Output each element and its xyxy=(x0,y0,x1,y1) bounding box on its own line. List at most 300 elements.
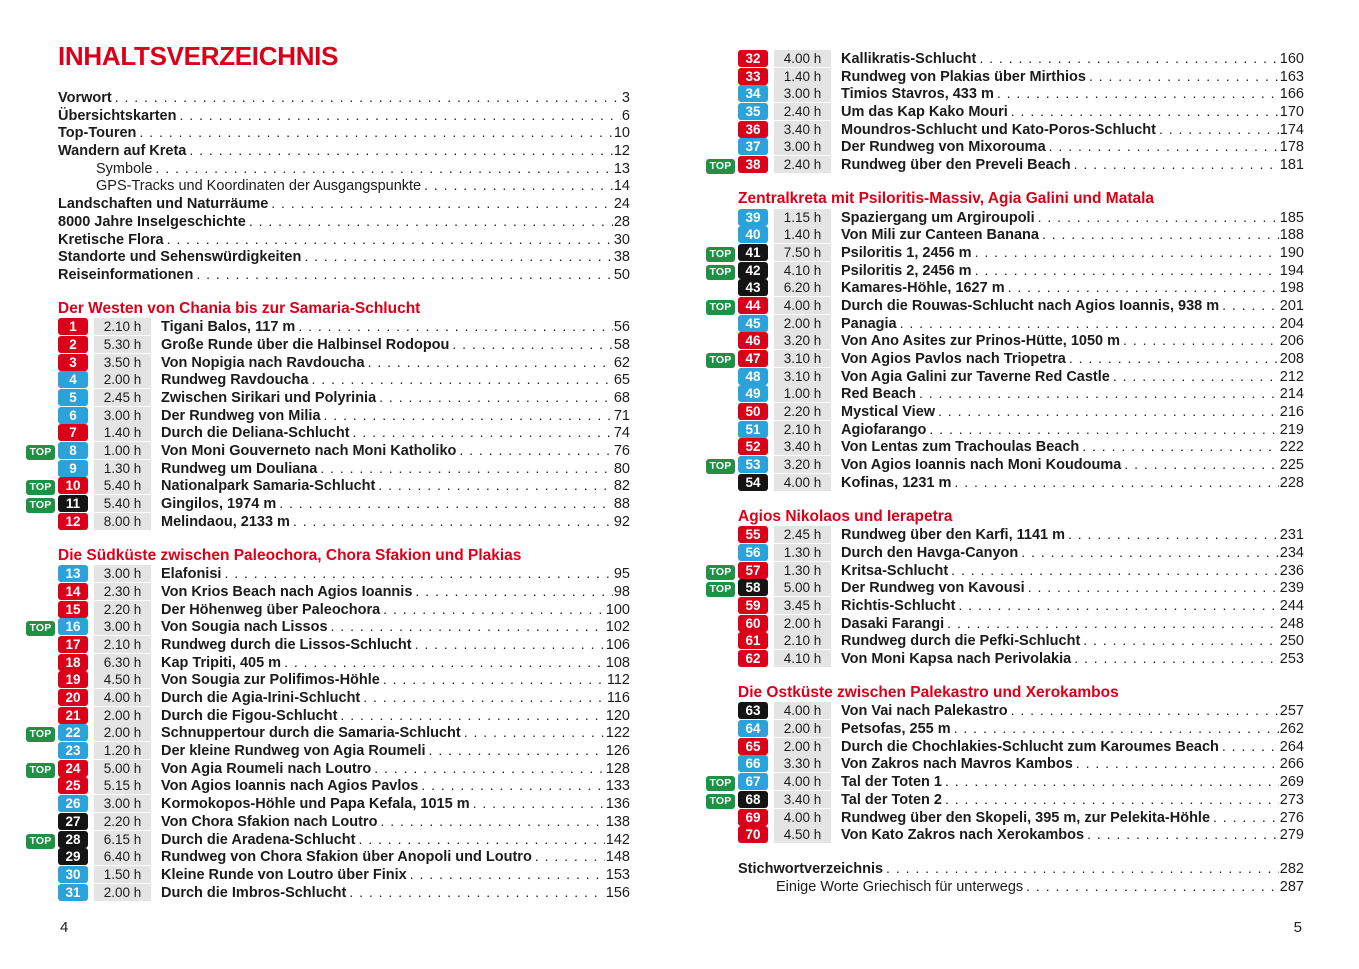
leader-dots xyxy=(249,213,613,231)
tour-duration: 7.50 h xyxy=(774,244,831,261)
leader-dots xyxy=(189,142,612,160)
tour-duration: 3.40 h xyxy=(774,438,831,455)
tour-title: Kallikratis-Schlucht xyxy=(841,51,977,67)
front-matter-entry xyxy=(58,107,630,125)
leader-dots xyxy=(1083,632,1279,650)
tour-duration: 2.00 h xyxy=(774,615,831,632)
tour-duration: 2.00 h xyxy=(94,707,151,724)
target-page-number: 102 xyxy=(605,619,630,636)
tour-title: Kofinas, 1231 m xyxy=(841,474,952,491)
leader-dots xyxy=(167,231,613,249)
top-badge: TOP xyxy=(706,565,735,580)
tour-title: Tal der Toten 2 xyxy=(841,791,942,808)
top-badge: TOP xyxy=(26,834,55,849)
tour-duration: 3.00 h xyxy=(94,407,151,424)
target-page-number: 231 xyxy=(1279,527,1304,544)
tour-title: Petsofas, 255 m xyxy=(841,721,951,738)
tour-title: Von Ano Asites zur Prinos-Hütte, 1050 m xyxy=(841,333,1121,350)
tour-duration: 2.00 h xyxy=(94,884,151,901)
leader-dots xyxy=(1124,456,1278,474)
tour-title: Red Beach xyxy=(841,386,916,403)
toc-entry xyxy=(26,424,630,442)
toc-entry xyxy=(26,831,630,849)
tour-number-badge: 63 xyxy=(738,702,768,719)
entry-label: GPS-Tracks und Koordinaten der Ausgangspunkte xyxy=(96,178,422,195)
leader-dots xyxy=(304,248,613,266)
entry-label: Top-Touren xyxy=(58,125,137,142)
target-page-number: 212 xyxy=(1279,368,1304,385)
tour-title: Kamares-Höhle, 1627 m xyxy=(841,280,1005,297)
tour-number-badge: 44 xyxy=(738,297,768,314)
top-slot xyxy=(706,457,738,474)
toc-entry xyxy=(706,526,1304,544)
tour-number-badge: 21 xyxy=(58,707,88,724)
target-page-number: 62 xyxy=(613,354,630,371)
leader-dots xyxy=(945,773,1279,791)
leader-dots xyxy=(324,407,613,425)
leader-dots xyxy=(320,460,613,478)
tour-number-badge: 7 xyxy=(58,424,88,441)
toc-entry xyxy=(26,389,630,407)
tour-number-badge: 42 xyxy=(738,262,768,279)
toc-entry xyxy=(706,262,1304,280)
toc-entry xyxy=(706,138,1304,156)
tour-duration: 3.40 h xyxy=(774,791,831,808)
top-slot xyxy=(706,580,738,597)
tour-duration: 2.40 h xyxy=(774,103,831,120)
tour-number-badge: 45 xyxy=(738,315,768,332)
tour-duration: 4.00 h xyxy=(774,702,831,719)
tour-title: Der Höhenweg über Paleochora xyxy=(161,601,381,618)
tour-number-badge: 50 xyxy=(738,403,768,420)
target-page-number: 148 xyxy=(605,849,630,866)
tour-number-badge: 47 xyxy=(738,350,768,367)
toc-entry xyxy=(706,438,1304,456)
leader-dots xyxy=(1159,121,1279,139)
tour-number-badge: 35 xyxy=(738,103,768,120)
section-title: Die Südküste zwischen Paleochora, Chora Sfakion und Plakias xyxy=(58,546,522,564)
tour-duration: 3.45 h xyxy=(774,597,831,614)
leader-dots xyxy=(1123,332,1279,350)
tour-title: Von Zakros nach Mavros Kambos xyxy=(841,756,1073,773)
toc-entry xyxy=(706,121,1304,139)
toc-entry xyxy=(706,650,1304,668)
target-page-number: 219 xyxy=(1279,421,1304,438)
tour-title: Timios Stavros, 433 m xyxy=(841,86,994,103)
target-page-number: 166 xyxy=(1279,86,1304,103)
tour-number-badge: 34 xyxy=(738,85,768,102)
leader-dots xyxy=(311,371,612,389)
tour-title: Von Moni Kapsa nach Perivolakia xyxy=(841,651,1072,668)
toc-section xyxy=(706,684,1304,844)
top-slot xyxy=(706,263,738,280)
tour-duration: 2.20 h xyxy=(94,601,151,618)
section-title: Der Westen von Chania bis zur Samaria-Schlucht xyxy=(58,299,421,317)
right-sections xyxy=(706,50,1304,844)
toc-entry xyxy=(26,618,630,636)
tour-number-badge: 6 xyxy=(58,407,88,424)
tour-title: Der kleine Rundweg von Agia Roumeli xyxy=(161,743,426,760)
tour-duration: 1.20 h xyxy=(94,742,151,759)
tour-number-badge: 26 xyxy=(58,795,88,812)
tour-number-badge: 61 xyxy=(738,632,768,649)
tour-title: Panagia xyxy=(841,315,897,332)
tour-duration: 2.10 h xyxy=(774,421,831,438)
tour-duration: 1.30 h xyxy=(774,562,831,579)
tour-number-badge: 18 xyxy=(58,654,88,671)
tour-duration: 4.10 h xyxy=(774,650,831,667)
top-badge: TOP xyxy=(706,459,735,474)
front-matter-entry xyxy=(58,89,630,107)
tour-title: Richtis-Schlucht xyxy=(841,597,956,614)
toc-entry xyxy=(706,385,1304,403)
target-page-number: 6 xyxy=(621,107,630,124)
entry-label: Landschaften und Naturräume xyxy=(58,196,269,213)
page-title: INHALTSVERZEICHNIS xyxy=(58,41,339,71)
tour-number-badge: 54 xyxy=(738,474,768,491)
target-page-number: 112 xyxy=(606,672,630,689)
tour-title: Rundweg durch die Lissos-Schlucht xyxy=(161,636,412,653)
tour-duration: 3.20 h xyxy=(774,332,831,349)
target-page-number: 38 xyxy=(613,249,630,266)
tour-duration: 1.40 h xyxy=(94,424,151,441)
tour-number-badge: 30 xyxy=(58,866,88,883)
leader-dots xyxy=(155,160,612,178)
tour-duration: 3.00 h xyxy=(94,618,151,635)
leader-dots xyxy=(1042,226,1279,244)
tour-title: Von Agia Galini zur Taverne Red Castle xyxy=(841,368,1110,385)
tour-title: Durch die Deliana-Schlucht xyxy=(161,425,350,442)
back-matter-list xyxy=(706,860,1304,895)
target-page-number: 198 xyxy=(1279,280,1304,297)
tour-duration: 2.00 h xyxy=(94,371,151,388)
top-slot xyxy=(26,725,58,742)
tour-title: Rundweg über den Preveli Beach xyxy=(841,157,1071,174)
leader-dots xyxy=(379,389,613,407)
target-page-number: 253 xyxy=(1279,651,1304,668)
tour-duration: 6.20 h xyxy=(774,279,831,296)
tour-title: Von Nopigia nach Ravdoucha xyxy=(161,354,365,371)
tour-number-badge: 9 xyxy=(58,460,88,477)
tour-title: Kritsa-Schlucht xyxy=(841,562,949,579)
back-matter-entry xyxy=(738,860,1304,878)
entry-label: Wandern auf Kreta xyxy=(58,143,187,160)
tour-title: Kormokopos-Höhle und Papa Kefala, 1015 m xyxy=(161,796,470,813)
top-badge: TOP xyxy=(706,265,735,280)
tour-number-badge: 66 xyxy=(738,755,768,772)
target-page-number: 30 xyxy=(613,231,630,248)
section-title: Agios Nikolaos und Ierapetra xyxy=(738,507,953,525)
toc-section xyxy=(26,547,630,902)
leader-dots xyxy=(410,866,605,884)
target-page-number: 269 xyxy=(1279,774,1304,791)
tour-duration: 1.30 h xyxy=(94,460,151,477)
tour-duration: 4.00 h xyxy=(774,809,831,826)
entry-label: Reiseinformationen xyxy=(58,266,194,283)
tour-number-badge: 17 xyxy=(58,636,88,653)
tour-number-badge: 41 xyxy=(738,244,768,261)
top-badge: TOP xyxy=(706,353,735,368)
leader-dots xyxy=(1089,68,1279,86)
toc-entry xyxy=(26,884,630,902)
leader-dots xyxy=(353,424,613,442)
toc-entry xyxy=(26,866,630,884)
tour-title: Kap Tripiti, 405 m xyxy=(161,654,282,671)
tour-duration: 5.30 h xyxy=(94,336,151,353)
tour-number-badge: 65 xyxy=(738,738,768,755)
front-matter-entry xyxy=(58,142,630,160)
leader-dots xyxy=(464,724,605,742)
toc-entry xyxy=(26,777,630,795)
target-page-number: 13 xyxy=(613,160,630,177)
target-page-number: 262 xyxy=(1279,721,1304,738)
target-page-number: 273 xyxy=(1279,791,1304,808)
top-badge: TOP xyxy=(26,727,55,742)
tour-title: Der Rundweg von Milia xyxy=(161,407,321,424)
tour-title: Rundweg über den Karfi, 1141 m xyxy=(841,527,1065,544)
front-matter-entry xyxy=(58,213,630,231)
target-page-number: 225 xyxy=(1279,457,1304,474)
toc-entry xyxy=(706,456,1304,474)
tour-number-badge: 24 xyxy=(58,760,88,777)
target-page-number: 214 xyxy=(1279,386,1304,403)
tour-duration: 4.50 h xyxy=(94,671,151,688)
tour-number-badge: 15 xyxy=(58,601,88,618)
tour-number-badge: 60 xyxy=(738,615,768,632)
tour-duration: 3.00 h xyxy=(774,85,831,102)
toc-entry xyxy=(706,597,1304,615)
tour-duration: 4.10 h xyxy=(774,262,831,279)
toc-entry xyxy=(26,724,630,742)
front-matter-entry xyxy=(58,160,630,178)
target-page-number: 95 xyxy=(613,566,630,583)
tour-duration: 2.10 h xyxy=(774,632,831,649)
tour-duration: 4.50 h xyxy=(774,826,831,843)
tour-title: Mystical View xyxy=(841,404,936,421)
target-page-number: 204 xyxy=(1279,315,1304,332)
target-page-number: 239 xyxy=(1279,580,1304,597)
top-badge: TOP xyxy=(26,480,55,495)
tour-number-badge: 25 xyxy=(58,777,88,794)
tour-title: Nationalpark Samaria-Schlucht xyxy=(161,478,376,495)
entry-label: Symbole xyxy=(96,160,153,177)
leader-dots xyxy=(1008,279,1279,297)
tour-duration: 1.50 h xyxy=(94,866,151,883)
tour-number-badge: 70 xyxy=(738,826,768,843)
tour-number-badge: 36 xyxy=(738,121,768,138)
tour-number-badge: 37 xyxy=(738,138,768,155)
page-folio-right: 5 xyxy=(1293,919,1302,936)
top-slot xyxy=(26,443,58,460)
leader-dots xyxy=(415,583,612,601)
tour-duration: 6.30 h xyxy=(94,654,151,671)
tour-duration: 3.10 h xyxy=(774,368,831,385)
leader-dots xyxy=(196,266,613,284)
tour-title: Schnuppertour durch die Samaria-Schlucht xyxy=(161,725,461,742)
tour-title: Dasaki Farangi xyxy=(841,615,945,632)
toc-entry xyxy=(26,848,630,866)
tour-number-badge: 19 xyxy=(58,671,88,688)
target-page-number: 65 xyxy=(613,372,630,389)
tour-title: Von Lentas zum Trachoulas Beach xyxy=(841,439,1080,456)
toc-entry xyxy=(26,654,630,672)
toc-entry xyxy=(706,562,1304,580)
entry-label: Übersichtskarten xyxy=(58,107,177,124)
tour-duration: 6.15 h xyxy=(94,831,151,848)
leader-dots xyxy=(900,315,1279,333)
leader-dots xyxy=(368,354,613,372)
tour-title: Von Kato Zakros nach Xerokambos xyxy=(841,827,1085,844)
leader-dots xyxy=(997,85,1279,103)
leader-dots xyxy=(1074,650,1279,668)
tour-title: Gingilos, 1974 m xyxy=(161,496,277,513)
top-slot xyxy=(706,774,738,791)
tour-title: Spaziergang um Argiroupoli xyxy=(841,209,1035,226)
target-page-number: 185 xyxy=(1279,209,1304,226)
front-matter-list xyxy=(26,89,630,284)
toc-entry xyxy=(706,632,1304,650)
tour-duration: 3.20 h xyxy=(774,456,831,473)
tour-title: Von Agia Roumeli nach Loutro xyxy=(161,760,372,777)
leader-dots xyxy=(979,50,1278,68)
tour-duration: 1.00 h xyxy=(774,385,831,402)
target-page-number: 80 xyxy=(613,460,630,477)
tour-duration: 3.00 h xyxy=(94,565,151,582)
tour-title: Rundweg von Chora Sfakion über Anopoli und Loutro xyxy=(161,849,532,866)
leader-dots xyxy=(1068,526,1279,544)
toc-entry xyxy=(706,809,1304,827)
toc-entry xyxy=(706,773,1304,791)
leader-dots xyxy=(293,513,613,531)
tour-duration: 2.45 h xyxy=(94,389,151,406)
leader-dots xyxy=(929,421,1278,439)
toc-entry xyxy=(26,671,630,689)
tour-number-badge: 68 xyxy=(738,791,768,808)
tour-title: Durch die Imbros-Schlucht xyxy=(161,884,347,901)
leader-dots xyxy=(1011,103,1279,121)
leader-dots xyxy=(473,795,605,813)
tour-title: Durch die Agia-Irini-Schlucht xyxy=(161,690,361,707)
toc-entry xyxy=(706,368,1304,386)
top-slot xyxy=(706,157,738,174)
target-page-number: 194 xyxy=(1279,262,1304,279)
leader-dots xyxy=(331,618,605,636)
right-column xyxy=(706,50,1304,895)
leader-dots xyxy=(1213,809,1279,827)
tour-number-badge: 3 xyxy=(58,354,88,371)
front-matter-entry xyxy=(58,248,630,266)
tour-duration: 1.15 h xyxy=(774,209,831,226)
target-page-number: 216 xyxy=(1279,404,1304,421)
tour-duration: 2.00 h xyxy=(774,738,831,755)
leader-dots xyxy=(459,442,612,460)
toc-entry xyxy=(706,103,1304,121)
tour-duration: 4.00 h xyxy=(774,474,831,491)
tour-number-badge: 28 xyxy=(58,831,88,848)
tour-title: Große Runde über die Halbinsel Rodopou xyxy=(161,336,450,353)
toc-section xyxy=(706,190,1304,492)
top-badge: TOP xyxy=(26,763,55,778)
target-page-number: 287 xyxy=(1279,878,1304,895)
top-badge: TOP xyxy=(706,582,735,597)
tour-title: Von Sougia zur Polifimos-Höhle xyxy=(161,672,380,689)
tour-number-badge: 69 xyxy=(738,809,768,826)
leader-dots xyxy=(1021,544,1279,562)
tour-number-badge: 62 xyxy=(738,650,768,667)
toc-entry xyxy=(26,407,630,425)
target-page-number: 56 xyxy=(613,319,630,336)
leader-dots xyxy=(975,244,1279,262)
tour-number-badge: 33 xyxy=(738,68,768,85)
tour-title: Der Rundweg von Kavousi xyxy=(841,580,1025,597)
tour-duration: 2.30 h xyxy=(94,583,151,600)
leader-dots xyxy=(1038,209,1279,227)
tour-title: Tigani Balos, 117 m xyxy=(161,319,296,336)
toc-entry xyxy=(26,477,630,495)
target-page-number: 188 xyxy=(1279,227,1304,244)
tour-title: Durch die Rouwas-Schlucht nach Agios Ioannis, 938 m xyxy=(841,297,1220,314)
tour-number-badge: 16 xyxy=(58,618,88,635)
front-matter-entry xyxy=(58,195,630,213)
tour-number-badge: 27 xyxy=(58,813,88,830)
toc-entry xyxy=(26,760,630,778)
tour-title: Durch die Chochlakies-Schlucht zum Karoumes Beach xyxy=(841,738,1219,755)
leader-dots xyxy=(1222,738,1279,756)
tour-duration: 4.00 h xyxy=(774,50,831,67)
toc-section xyxy=(706,50,1304,174)
target-page-number: 50 xyxy=(613,266,630,283)
tour-title: Von Vai nach Palekastro xyxy=(841,703,1008,720)
leader-dots xyxy=(298,318,613,336)
tour-duration: 6.40 h xyxy=(94,848,151,865)
leader-dots xyxy=(340,707,604,725)
top-slot xyxy=(26,832,58,849)
target-page-number: 266 xyxy=(1279,756,1304,773)
toc-entry xyxy=(706,350,1304,368)
page-folio-left: 4 xyxy=(60,919,69,936)
target-page-number: 264 xyxy=(1279,738,1304,755)
tour-number-badge: 4 xyxy=(58,371,88,388)
front-matter-entry xyxy=(58,266,630,284)
toc-entry xyxy=(706,403,1304,421)
toc-entry xyxy=(706,68,1304,86)
section-title: Zentralkreta mit Psiloritis-Massiv, Agia Galini und Matala xyxy=(738,189,1155,207)
target-page-number: 248 xyxy=(1279,615,1304,632)
toc-entry xyxy=(26,371,630,389)
toc-entry xyxy=(26,601,630,619)
tour-number-badge: 31 xyxy=(58,884,88,901)
target-page-number: 170 xyxy=(1279,104,1304,121)
tour-title: Moundros-Schlucht und Kato-Poros-Schlucht xyxy=(841,121,1156,138)
entry-label: 8000 Jahre Inselgeschichte xyxy=(58,213,246,230)
target-page-number: 142 xyxy=(605,831,630,848)
entry-label: Stichwortverzeichnis xyxy=(738,860,884,877)
target-page-number: 100 xyxy=(605,601,630,618)
tour-duration: 3.00 h xyxy=(774,138,831,155)
toc-entry xyxy=(706,826,1304,844)
tour-number-badge: 67 xyxy=(738,773,768,790)
leader-dots xyxy=(271,195,613,213)
top-slot xyxy=(26,619,58,636)
leader-dots xyxy=(535,848,605,866)
target-page-number: 222 xyxy=(1279,439,1304,456)
tour-number-badge: 40 xyxy=(738,226,768,243)
leader-dots xyxy=(954,720,1279,738)
tour-number-badge: 64 xyxy=(738,720,768,737)
front-matter-entry xyxy=(58,231,630,249)
toc-entry xyxy=(706,720,1304,738)
leader-dots xyxy=(421,777,605,795)
